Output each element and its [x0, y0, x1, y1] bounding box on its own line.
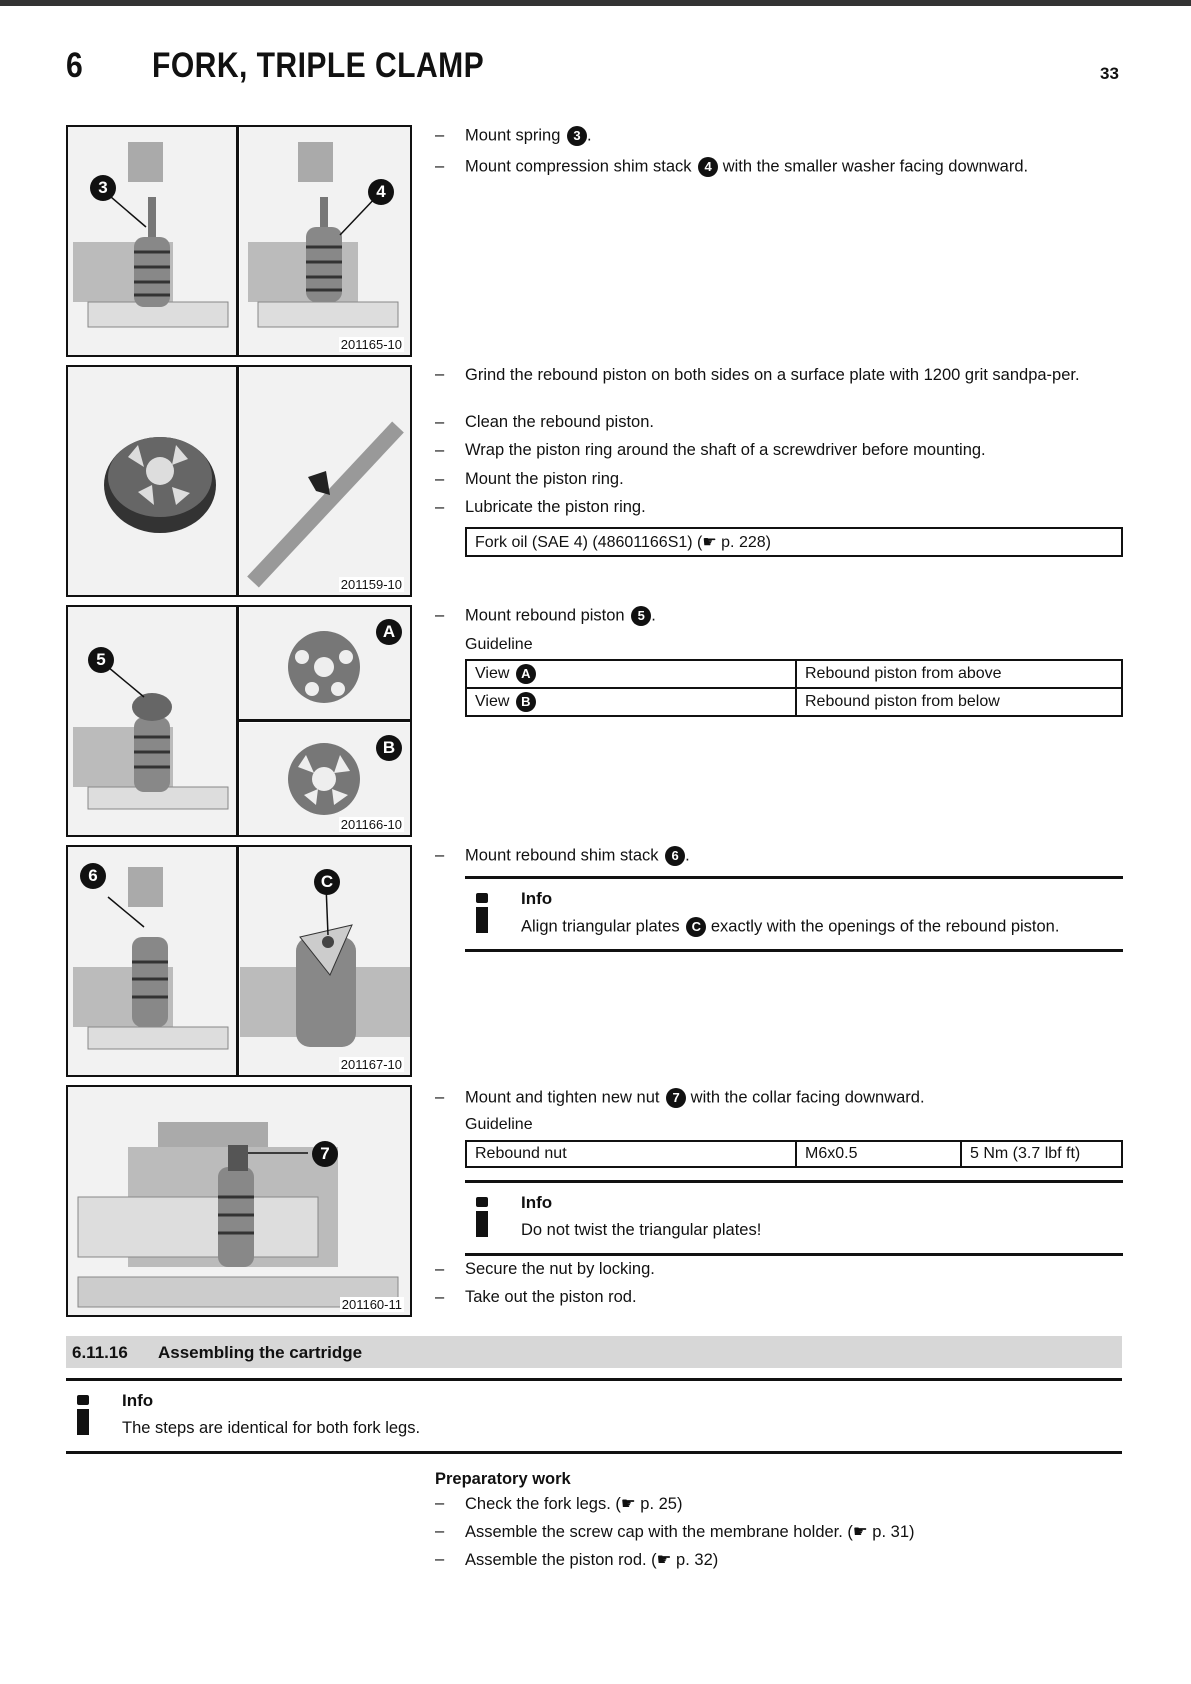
- view-cell: [466, 688, 796, 716]
- ref-circle: A: [516, 664, 536, 684]
- step-secure-nut: Secure the nut by locking.: [465, 1260, 655, 1278]
- figure-rebound-nut: [66, 1085, 412, 1317]
- thread-size: M6x0.5: [796, 1141, 961, 1167]
- figure-number: 201166-10: [340, 817, 402, 832]
- figure-rebound-piston-ring: [66, 365, 412, 597]
- info-title: Info: [521, 889, 553, 908]
- bullet-dash: –: [435, 498, 445, 516]
- step-text: Mount compression shim stack: [465, 157, 692, 176]
- step-text-after: .: [651, 606, 656, 625]
- ref-circle: 4: [698, 157, 718, 177]
- bullet-dash: –: [435, 1494, 445, 1512]
- callout-3: 3: [90, 175, 116, 201]
- prep-step-check-fork-legs: Check the fork legs. (☛ p. 25): [465, 1495, 683, 1513]
- bullet-dash: –: [435, 157, 445, 175]
- info-box-no-twist: [465, 1180, 1123, 1256]
- table-row: [466, 688, 1122, 716]
- figure-rebound-piston-views: [66, 605, 412, 837]
- callout-4: 4: [368, 179, 394, 205]
- callout-6: 6: [80, 863, 106, 889]
- figure-spring-shim-stack: [66, 125, 412, 357]
- spec-fork-oil: [465, 527, 1123, 557]
- bullet-dash: –: [435, 846, 445, 864]
- bullet-dash: –: [435, 1288, 445, 1306]
- step-mount-tighten-nut: [465, 1088, 925, 1108]
- view-label: View: [475, 665, 510, 683]
- info-box-align-plates: [465, 876, 1123, 952]
- step-mount-rebound-shim: [465, 846, 690, 866]
- piston-ring-illustration: [68, 367, 410, 595]
- step-grind-piston: Grind the rebound piston on both sides on a surface plate with 1200 grit sandpa-per.: [465, 366, 1080, 384]
- info-title: Info: [122, 1391, 154, 1410]
- info-icon: [471, 893, 491, 931]
- ref-circle: B: [516, 692, 536, 712]
- step-wrap-ring: Wrap the piston ring around the shaft of a screwdriver before mounting.: [465, 441, 986, 459]
- step-text: Mount rebound piston: [465, 606, 625, 625]
- top-border: [0, 0, 1191, 6]
- step-text-after: with the smaller washer facing downward.: [722, 157, 1029, 176]
- view-table: [465, 659, 1123, 717]
- step-text: Mount rebound shim stack: [465, 846, 659, 865]
- bullet-dash: –: [435, 441, 445, 459]
- rebound-nut-illustration: [68, 1087, 410, 1315]
- view-label: View: [475, 693, 510, 711]
- step-text-after: .: [586, 126, 592, 145]
- ref-circle: C: [686, 917, 706, 937]
- step-lubricate-ring: Lubricate the piston ring.: [465, 498, 646, 516]
- bullet-dash: –: [435, 126, 445, 144]
- info-title: Info: [521, 1193, 553, 1212]
- bullet-dash: –: [435, 606, 445, 624]
- page-number: 33: [1100, 64, 1119, 83]
- guideline-label: Guideline: [465, 636, 533, 653]
- step-clean-piston: Clean the rebound piston.: [465, 413, 654, 431]
- view-description: Rebound piston from above: [796, 660, 1122, 688]
- bullet-dash: –: [435, 1088, 445, 1106]
- section-number: 6.11.16: [72, 1343, 128, 1362]
- bullet-dash: –: [435, 470, 445, 488]
- part-name: Rebound nut: [466, 1141, 796, 1167]
- info-text: The steps are identical for both fork legs.: [122, 1419, 421, 1437]
- info-icon: [72, 1395, 92, 1433]
- bullet-dash: –: [435, 1550, 445, 1568]
- step-text-after: with the collar facing downward.: [690, 1088, 925, 1107]
- torque-table: [465, 1140, 1123, 1168]
- bullet-dash: –: [435, 413, 445, 431]
- ref-circle: 5: [631, 606, 651, 626]
- step-text: Mount spring: [465, 126, 561, 145]
- info-box-both-legs: [66, 1378, 1122, 1454]
- section-title: Assembling the cartridge: [158, 1343, 363, 1362]
- preparatory-work-title: Preparatory work: [435, 1470, 571, 1488]
- callout-5: 5: [88, 647, 114, 673]
- step-mount-compression-shim: [465, 157, 1028, 177]
- figure-number: 201165-10: [340, 337, 402, 352]
- bullet-dash: –: [435, 1260, 445, 1278]
- fork-parts-illustration: [68, 127, 410, 355]
- info-icon: [471, 1197, 491, 1235]
- ref-circle: 7: [666, 1088, 686, 1108]
- bullet-dash: –: [435, 365, 445, 383]
- guideline-label: Guideline: [465, 1116, 533, 1133]
- step-mount-ring: Mount the piston ring.: [465, 470, 624, 488]
- callout-C: C: [314, 869, 340, 895]
- figure-rebound-shim-stack: [66, 845, 412, 1077]
- step-text: Mount and tighten new nut: [465, 1088, 660, 1107]
- figure-number: 201167-10: [340, 1057, 402, 1072]
- chapter-title: FORK, TRIPLE CLAMP: [152, 46, 485, 85]
- view-description: Rebound piston from below: [796, 688, 1122, 716]
- step-text-after: .: [685, 846, 690, 865]
- info-text-before: Align triangular plates: [521, 917, 680, 936]
- bullet-dash: –: [435, 1522, 445, 1540]
- table-row: [466, 660, 1122, 688]
- step-mount-rebound-piston: [465, 606, 656, 626]
- info-text: [521, 917, 1059, 937]
- figure-number: 201160-11: [341, 1297, 402, 1312]
- callout-A: A: [376, 619, 402, 645]
- step-mount-spring: [465, 126, 592, 146]
- view-cell: [466, 660, 796, 688]
- prep-step-assemble-screw-cap: Assemble the screw cap with the membrane holder. (☛ p. 31): [465, 1523, 915, 1541]
- chapter-number: 6: [66, 46, 83, 85]
- torque-value: 5 Nm (3.7 lbf ft): [961, 1141, 1122, 1167]
- spec-fork-oil-text: Fork oil (SAE 4) (48601166S1) (☛ p. 228): [466, 528, 1122, 556]
- figure-number: 201159-10: [340, 577, 402, 592]
- rebound-piston-illustration: [68, 607, 410, 835]
- info-text: Do not twist the triangular plates!: [521, 1221, 762, 1239]
- info-text-after: exactly with the openings of the rebound piston.: [710, 917, 1060, 936]
- step-take-out-rod: Take out the piston rod.: [465, 1288, 637, 1306]
- table-row: [466, 1141, 1122, 1167]
- shim-stack-illustration: [68, 847, 410, 1075]
- ref-circle: 3: [567, 126, 587, 146]
- callout-B: B: [376, 735, 402, 761]
- callout-7: 7: [312, 1141, 338, 1167]
- ref-circle: 6: [665, 846, 685, 866]
- prep-step-assemble-piston-rod: Assemble the piston rod. (☛ p. 32): [465, 1551, 719, 1569]
